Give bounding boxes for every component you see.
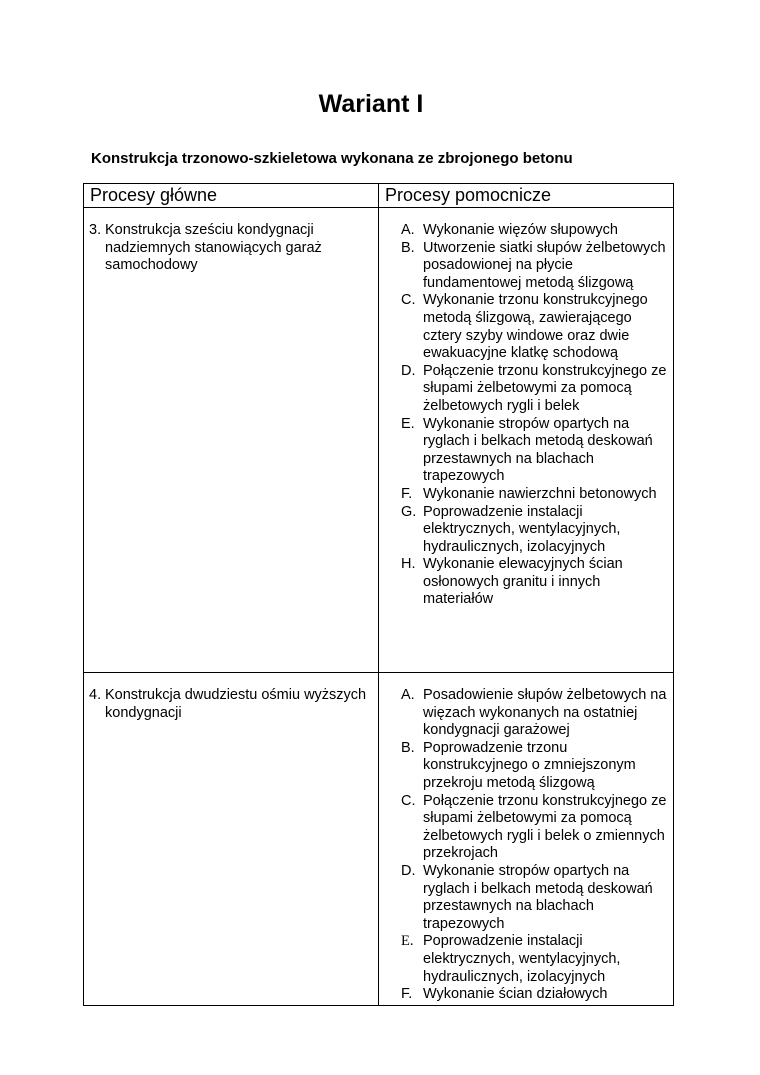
document-subtitle: Konstrukcja trzonowo-szkieletowa wykonana ze zbrojonego betonu — [91, 150, 573, 167]
item-letter: E. — [401, 933, 414, 950]
item-letter: B. — [401, 739, 415, 756]
main-process-cell — [84, 208, 379, 673]
item-text: Wykonanie nawierzchni betonowych — [423, 485, 657, 502]
item-letter: C. — [401, 292, 416, 309]
item-text: Poprowadzenie instalacji elektrycznych, wentylacyjnych, hydraulicznych, izolacyjnych — [423, 503, 621, 555]
list-item — [401, 793, 669, 863]
item-text: Wykonanie elewacyjnych ścian osłonowych granitu i innych materiałów — [423, 556, 623, 608]
table-row — [84, 673, 674, 1006]
list-item — [401, 687, 669, 740]
item-text: Posadowienie słupów żelbetowych na więzach wykonanych na ostatniej kondygnacji garażowej — [423, 687, 667, 739]
sub-process-list — [379, 208, 673, 615]
item-letter: B. — [401, 239, 415, 256]
item-letter: F. — [401, 986, 413, 1003]
item-letter: E. — [401, 415, 415, 432]
main-process-number: 4. — [89, 687, 102, 703]
item-text: Wykonanie więzów słupowych — [423, 222, 618, 238]
main-process-number: 3. — [89, 222, 102, 238]
process-table — [83, 183, 674, 1006]
list-item — [401, 556, 669, 609]
main-process-text: Konstrukcja sześciu kondygnacji nadziemnych stanowiących garaż samochodowy — [105, 222, 322, 274]
item-letter: A. — [401, 687, 415, 703]
item-letter: D. — [401, 862, 416, 879]
main-process — [84, 673, 378, 722]
sub-process-list — [379, 673, 673, 1005]
item-letter: A. — [401, 222, 415, 238]
list-item — [401, 504, 669, 557]
item-text: Połączenie trzonu konstrukcyjnego ze słupami żelbetowymi za pomocą żelbetowych rygli i belek — [423, 362, 667, 414]
list-item — [401, 222, 669, 240]
item-text: Wykonanie trzonu konstrukcyjnego metodą ślizgową, zawierającego cztery szyby windowe oraz dwie ewakuacyjne klatkę schodową — [423, 292, 648, 362]
item-letter: D. — [401, 362, 416, 379]
main-process-cell — [84, 673, 379, 1006]
item-letter: F. — [401, 485, 413, 502]
list-item — [401, 863, 669, 933]
list-item — [401, 363, 669, 416]
item-text: Wykonanie ścian działowych — [423, 986, 608, 1003]
item-letter: C. — [401, 792, 416, 809]
sub-process-cell — [379, 673, 674, 1006]
main-process-text: Konstrukcja dwudziestu ośmiu wyższych kondygnacji — [105, 687, 367, 721]
main-process — [84, 208, 378, 275]
item-text: Poprowadzenie trzonu konstrukcyjnego o zmniejszonym przekroju metodą ślizgową — [423, 739, 636, 791]
list-item — [401, 240, 669, 293]
table-header-row — [84, 184, 674, 208]
header-main-processes: Procesy główne — [84, 184, 379, 208]
list-item — [401, 740, 669, 793]
list-item — [401, 416, 669, 486]
item-text: Poprowadzenie instalacji elektrycznych, wentylacyjnych, hydraulicznych, izolacyjnych — [423, 933, 621, 985]
page-title: Wariant I — [318, 90, 424, 118]
item-letter: H. — [401, 556, 416, 573]
item-text: Wykonanie stropów opartych na ryglach i belkach metodą deskowań przestawnych na blachach trapezowych — [423, 862, 653, 932]
sub-process-cell — [379, 208, 674, 673]
header-auxiliary-processes: Procesy pomocnicze — [379, 184, 674, 208]
item-text: Połączenie trzonu konstrukcyjnego ze słupami żelbetowymi za pomocą żelbetowych rygli i belek o zmiennych przekrojach — [423, 792, 667, 862]
list-item — [401, 292, 669, 362]
item-text: Utworzenie siatki słupów żelbetowych posadowionej na płycie fundamentowej metodą ślizgową — [423, 239, 666, 291]
table-row — [84, 208, 674, 673]
item-text: Wykonanie stropów opartych na ryglach i belkach metodą deskowań przestawnych na blachach trapezowych — [423, 415, 653, 485]
list-item — [401, 986, 669, 1004]
item-letter: G. — [401, 503, 417, 520]
list-item — [401, 486, 669, 504]
list-item — [401, 933, 669, 986]
